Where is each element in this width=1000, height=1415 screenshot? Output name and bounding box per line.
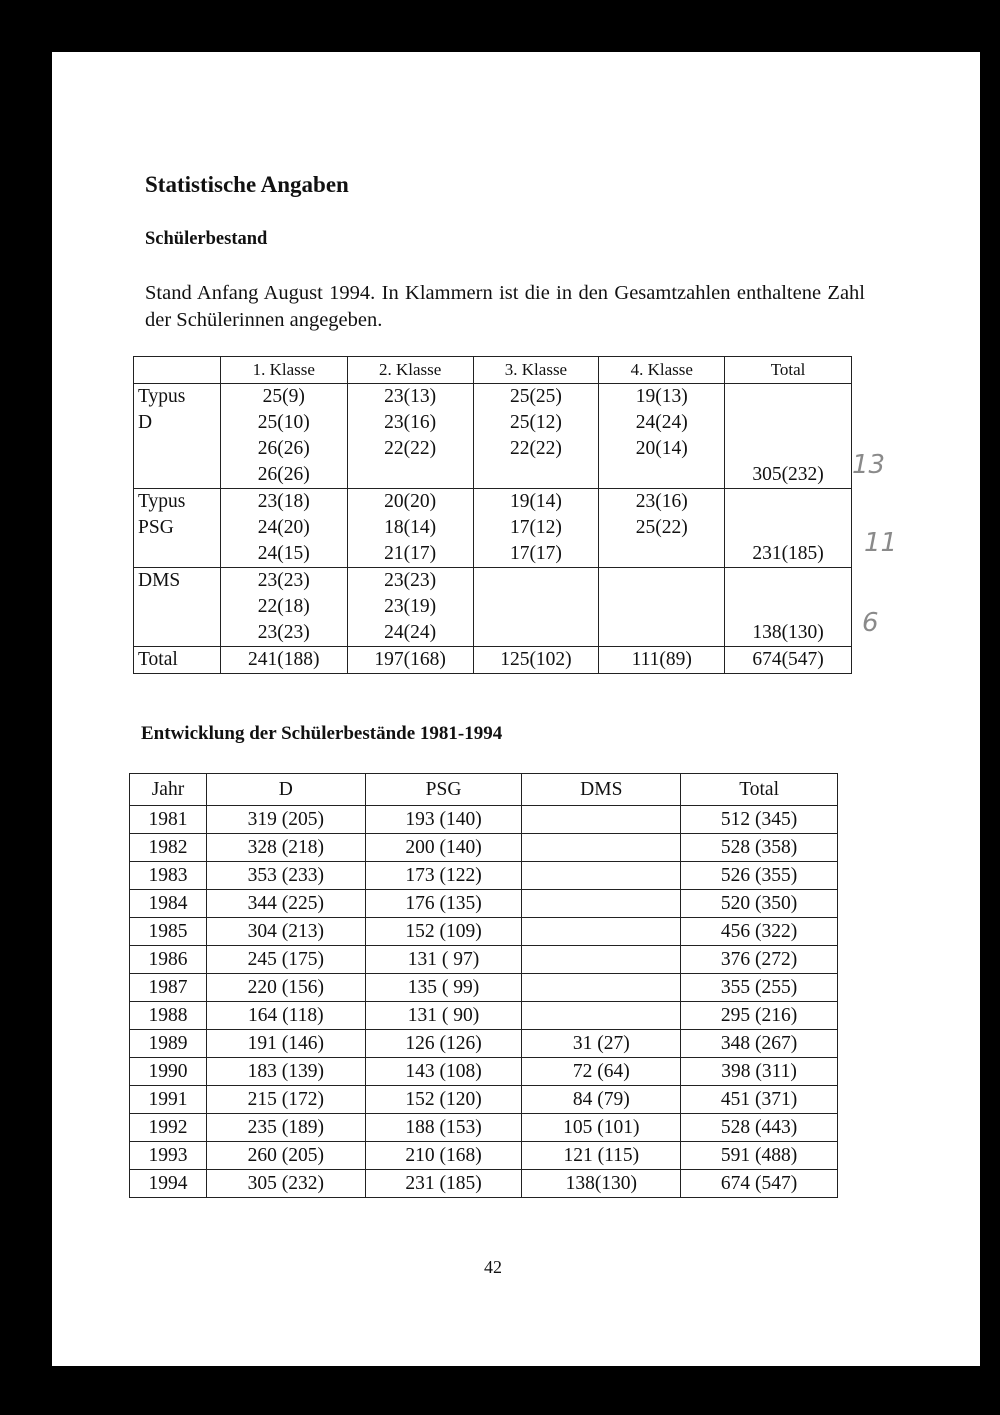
column-header: 3. Klasse	[473, 357, 599, 384]
table-cell	[522, 806, 681, 834]
table-cell: 84 (79)	[522, 1086, 681, 1114]
table-row	[130, 1142, 838, 1170]
table-cell: 451 (371)	[681, 1086, 838, 1114]
column-header: Total	[725, 357, 852, 384]
table-cell: 164 (118)	[206, 1002, 365, 1030]
table-row	[130, 918, 838, 946]
table-row	[130, 1030, 838, 1058]
row-total-cell: 305(232)	[725, 384, 852, 489]
section-heading-entwicklung: Entwicklung der Schülerbestände 1981-1994	[141, 723, 503, 744]
table-cell: 231 (185)	[365, 1170, 522, 1198]
table-cell: 456 (322)	[681, 918, 838, 946]
intro-paragraph: Stand Anfang August 1994. In Klammern ist die in den Gesamtzahlen enthaltene Zahl der Schülerinnen angegeben.	[145, 282, 865, 331]
table-cell: 143 (108)	[365, 1058, 522, 1086]
year-cell: 1988	[130, 1002, 207, 1030]
table-cell: 188 (153)	[365, 1114, 522, 1142]
row-total-cell: 674(547)	[725, 647, 852, 674]
table-row	[130, 1170, 838, 1198]
table-cell: 152 (109)	[365, 918, 522, 946]
table-cell: 305 (232)	[206, 1170, 365, 1198]
year-cell: 1982	[130, 834, 207, 862]
year-cell: 1983	[130, 862, 207, 890]
table-row	[130, 1002, 838, 1030]
table-cell: 353 (233)	[206, 862, 365, 890]
table-cell: 23(18) 24(20) 24(15)	[220, 489, 347, 568]
table-cell: 674 (547)	[681, 1170, 838, 1198]
column-header: PSG	[365, 774, 522, 806]
year-cell: 1984	[130, 890, 207, 918]
row-total-cell: 138(130)	[725, 568, 852, 647]
table-cell: 176 (135)	[365, 890, 522, 918]
table-cell: 138(130)	[522, 1170, 681, 1198]
table-cell: 31 (27)	[522, 1030, 681, 1058]
table-cell	[522, 834, 681, 862]
column-header: D	[206, 774, 365, 806]
class-enrollment-table	[133, 356, 852, 674]
year-cell: 1985	[130, 918, 207, 946]
column-header: 2. Klasse	[347, 357, 473, 384]
table-cell: 19(13) 24(24) 20(14)	[599, 384, 725, 489]
column-header	[134, 357, 221, 384]
table-cell: 398 (311)	[681, 1058, 838, 1086]
table-row	[130, 1058, 838, 1086]
table-cell: 126 (126)	[365, 1030, 522, 1058]
year-cell: 1994	[130, 1170, 207, 1198]
table-cell: 111(89)	[599, 647, 725, 674]
table-cell: 121 (115)	[522, 1142, 681, 1170]
year-cell: 1991	[130, 1086, 207, 1114]
year-cell: 1992	[130, 1114, 207, 1142]
column-header: 1. Klasse	[220, 357, 347, 384]
column-header: DMS	[522, 774, 681, 806]
handwritten-note: 13	[852, 450, 886, 480]
row-label: Typus D	[134, 384, 221, 489]
row-total-cell: 231(185)	[725, 489, 852, 568]
table-cell: 328 (218)	[206, 834, 365, 862]
table-cell: 72 (64)	[522, 1058, 681, 1086]
table-cell	[522, 946, 681, 974]
table-cell: 197(168)	[347, 647, 473, 674]
header-row	[134, 357, 852, 384]
year-cell: 1989	[130, 1030, 207, 1058]
table-cell: 215 (172)	[206, 1086, 365, 1114]
table-row	[134, 568, 852, 647]
table-row	[130, 946, 838, 974]
table-cell: 304 (213)	[206, 918, 365, 946]
table-cell	[599, 568, 725, 647]
table-cell: 23(13) 23(16) 22(22)	[347, 384, 473, 489]
table-row	[130, 862, 838, 890]
table-cell: 260 (205)	[206, 1142, 365, 1170]
table-cell: 526 (355)	[681, 862, 838, 890]
document-page	[52, 52, 980, 1366]
table-cell	[522, 890, 681, 918]
table-cell: 528 (443)	[681, 1114, 838, 1142]
year-cell: 1993	[130, 1142, 207, 1170]
column-header: 4. Klasse	[599, 357, 725, 384]
table-cell: 135 ( 99)	[365, 974, 522, 1002]
table-cell: 131 ( 90)	[365, 1002, 522, 1030]
table-cell: 528 (358)	[681, 834, 838, 862]
table-cell: 235 (189)	[206, 1114, 365, 1142]
table-cell: 376 (272)	[681, 946, 838, 974]
table-cell: 20(20) 18(14) 21(17)	[347, 489, 473, 568]
table-cell	[473, 568, 599, 647]
table-cell: 241(188)	[220, 647, 347, 674]
table-cell: 348 (267)	[681, 1030, 838, 1058]
year-cell: 1990	[130, 1058, 207, 1086]
table-cell: 245 (175)	[206, 946, 365, 974]
table-cell: 200 (140)	[365, 834, 522, 862]
table-cell: 125(102)	[473, 647, 599, 674]
header-row	[130, 774, 838, 806]
table-row	[130, 1114, 838, 1142]
table-cell: 23(16) 25(22)	[599, 489, 725, 568]
table-cell: 210 (168)	[365, 1142, 522, 1170]
table-cell	[522, 1002, 681, 1030]
column-header: Total	[681, 774, 838, 806]
table-cell: 319 (205)	[206, 806, 365, 834]
page-number: 42	[484, 1257, 502, 1277]
table-cell: 295 (216)	[681, 1002, 838, 1030]
table-row	[130, 974, 838, 1002]
row-label: Typus PSG	[134, 489, 221, 568]
table-cell: 355 (255)	[681, 974, 838, 1002]
table-cell: 512 (345)	[681, 806, 838, 834]
table-cell: 19(14) 17(12) 17(17)	[473, 489, 599, 568]
table-cell: 25(9) 25(10) 26(26) 26(26)	[220, 384, 347, 489]
table-cell: 344 (225)	[206, 890, 365, 918]
column-header: Jahr	[130, 774, 207, 806]
table-cell: 25(25) 25(12) 22(22)	[473, 384, 599, 489]
table-cell: 23(23) 22(18) 23(23)	[220, 568, 347, 647]
year-cell: 1981	[130, 806, 207, 834]
table-cell	[522, 918, 681, 946]
table-row	[130, 834, 838, 862]
handwritten-note: 11	[864, 528, 898, 558]
page-title: Statistische Angaben	[145, 172, 349, 197]
table-cell: 23(23) 23(19) 24(24)	[347, 568, 473, 647]
table-cell: 220 (156)	[206, 974, 365, 1002]
year-cell: 1987	[130, 974, 207, 1002]
table-row	[134, 384, 852, 489]
table-cell: 183 (139)	[206, 1058, 365, 1086]
table-cell: 591 (488)	[681, 1142, 838, 1170]
enrollment-history-table	[129, 773, 838, 1198]
table-cell: 193 (140)	[365, 806, 522, 834]
table-row	[130, 1086, 838, 1114]
handwritten-note: 6	[862, 608, 879, 638]
table-row	[130, 890, 838, 918]
table-cell	[522, 974, 681, 1002]
table-row	[134, 489, 852, 568]
year-cell: 1986	[130, 946, 207, 974]
table-row	[130, 806, 838, 834]
table-cell	[522, 862, 681, 890]
table-cell: 131 ( 97)	[365, 946, 522, 974]
table-cell: 191 (146)	[206, 1030, 365, 1058]
row-label: Total	[134, 647, 221, 674]
table-cell: 152 (120)	[365, 1086, 522, 1114]
section-heading-schuelerbestand: Schülerbestand	[145, 229, 268, 249]
table-cell: 520 (350)	[681, 890, 838, 918]
table-cell: 105 (101)	[522, 1114, 681, 1142]
table-cell: 173 (122)	[365, 862, 522, 890]
row-label: DMS	[134, 568, 221, 647]
table-row	[134, 647, 852, 674]
